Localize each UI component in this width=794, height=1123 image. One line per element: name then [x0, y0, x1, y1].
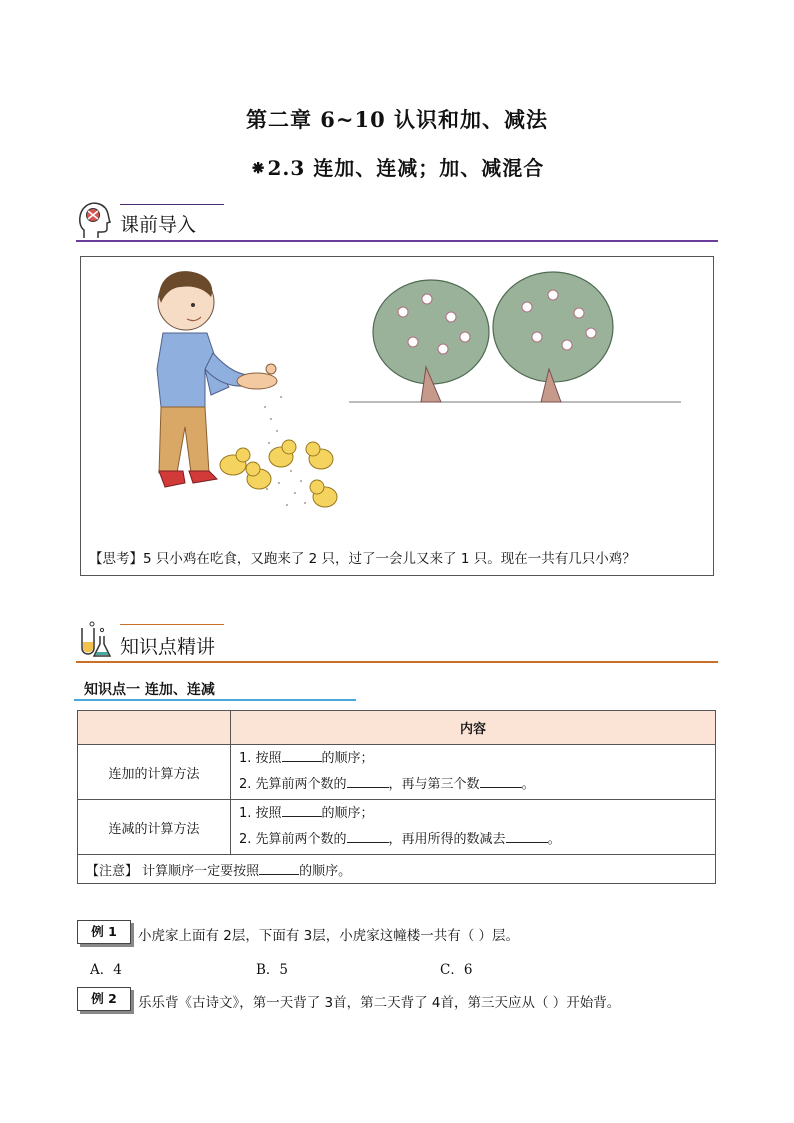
- text-part: ，再用所得的数减去: [388, 832, 506, 847]
- table-header-row: [78, 711, 716, 745]
- content-line: [239, 827, 715, 853]
- fill-blank: [480, 775, 522, 788]
- header-overline: [120, 204, 224, 205]
- flowering-bushes: [349, 272, 681, 402]
- think-tag: 【思考】: [89, 551, 143, 567]
- lab-flask-icon: [76, 620, 114, 660]
- knowledge-header-label: 知识点精讲: [120, 636, 216, 658]
- header-overline: [120, 624, 224, 625]
- intro-box: [80, 256, 714, 576]
- text-part: 的顺序。: [299, 863, 352, 879]
- knowledge-table: [77, 710, 716, 884]
- fill-blank: [282, 749, 322, 762]
- row-content: [231, 745, 716, 800]
- think-text: 5 只小鸡在吃食，又跑来了 2 只，过了一会儿又来了 1 只。现在一共有几只小鸡？: [143, 551, 636, 567]
- example-1-option-b: B．5: [256, 962, 289, 978]
- text-part: 。: [547, 832, 561, 847]
- knowledge-point-underline: [74, 699, 356, 701]
- fill-blank: [259, 862, 299, 875]
- chapter-title: 第二章 6~10 认识和加、减法: [245, 107, 549, 132]
- example-1-text: 小虎家上面有 2层，下面有 3层，小虎家这幢楼一共有（ ）层。: [138, 928, 520, 944]
- fill-blank: [347, 830, 389, 843]
- text-part: 1. 按照: [239, 751, 282, 766]
- table-row: [78, 800, 716, 855]
- intro-rule: [76, 240, 718, 242]
- example-1-option-c: C．6: [440, 962, 473, 978]
- think-question: [89, 547, 636, 567]
- example-2-tag: 例 2: [77, 987, 131, 1011]
- fill-blank: [282, 804, 322, 817]
- example-1-tag: 例 1: [77, 920, 131, 944]
- note-tag: 【注意】: [86, 863, 139, 879]
- section-title: ⁕2.3 连加、连减；加、减混合: [249, 156, 545, 180]
- knowledge-header: [76, 620, 718, 664]
- content-line: [239, 801, 715, 827]
- table-header-empty: [78, 711, 231, 745]
- fill-blank: [347, 775, 389, 788]
- knowledge-point-title: 知识点一 连加、连减: [84, 682, 215, 698]
- table-note: [78, 855, 716, 884]
- example-1-option-a: A．4: [90, 962, 122, 978]
- text-part: ，再与第三个数: [388, 777, 480, 792]
- text-part: 。: [521, 777, 535, 792]
- head-brain-icon: [76, 200, 112, 240]
- knowledge-rule: [76, 661, 718, 663]
- table-note-row: [78, 855, 716, 884]
- text-part: 的顺序；: [321, 751, 374, 766]
- boy-figure: [157, 271, 277, 487]
- fill-blank: [506, 830, 548, 843]
- table-row: [78, 745, 716, 800]
- chicks: [220, 440, 337, 507]
- boy-feeding-chicks-illustration: [81, 257, 713, 537]
- table-header-content: 内容: [231, 711, 716, 745]
- content-line: [239, 746, 715, 772]
- text-part: 2. 先算前两个数的: [239, 777, 347, 792]
- text-part: 的顺序；: [321, 806, 374, 821]
- row-label: 连加的计算方法: [78, 745, 231, 800]
- example-2-text: 乐乐背《古诗文》，第一天背了 3首，第二天背了 4首，第三天应从（ ）开始背。: [138, 995, 621, 1011]
- intro-header: [76, 200, 718, 244]
- intro-header-label: 课前导入: [120, 214, 197, 236]
- text-part: 1. 按照: [239, 806, 282, 821]
- content-line: [239, 772, 715, 798]
- text-part: 计算顺序一定要按照: [138, 863, 260, 879]
- text-part: 2. 先算前两个数的: [239, 832, 347, 847]
- row-content: [231, 800, 716, 855]
- row-label: 连减的计算方法: [78, 800, 231, 855]
